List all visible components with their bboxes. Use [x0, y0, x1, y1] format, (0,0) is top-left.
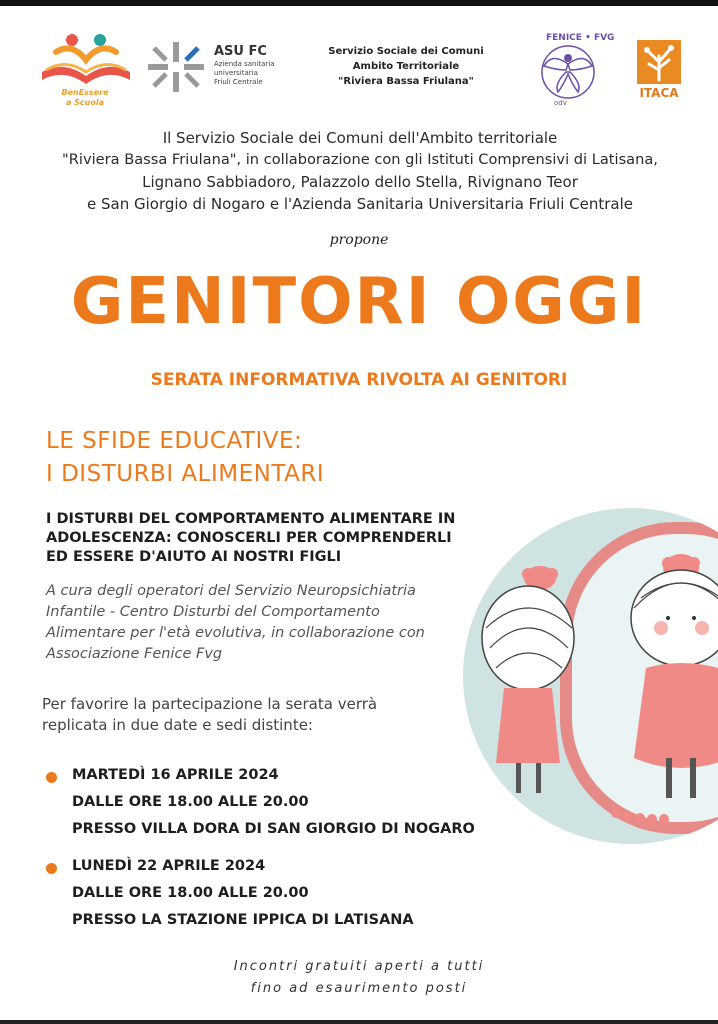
section-heading-line2: I DISTURBI ALIMENTARI	[46, 461, 325, 487]
event-1	[46, 767, 566, 847]
curatori-line4: Associazione Fenice Fvg	[46, 646, 223, 662]
itaca-label: ITACA	[639, 86, 679, 100]
topic-heading	[46, 510, 516, 567]
asufc-sub-line3: Friuli Centrale	[214, 78, 263, 86]
intro-paragraph	[60, 127, 660, 215]
curatori-line3: Alimentare per l'età evolutiva, in collaborazione con	[46, 625, 425, 641]
asufc-sub-line1: Azienda sanitaria	[214, 60, 275, 68]
footer-line1: Incontri gratuiti aperti a tutti	[233, 959, 485, 974]
fenice-arc-text: FENICE • FVG	[546, 33, 615, 43]
benessere-wordmark	[50, 88, 120, 108]
asufc-logo-mark	[146, 40, 208, 94]
curatori-line2: Infantile - Centro Disturbi del Comportamento	[46, 604, 380, 620]
asufc-sub-line2: universitaria	[214, 69, 258, 77]
bottom-border	[0, 1020, 718, 1024]
servizio-line1: Servizio Sociale dei Comuni	[328, 46, 484, 57]
event-1-time: DALLE ORE 18.00 ALLE 20.00	[72, 794, 309, 810]
intro-line3: Lignano Sabbiadoro, Palazzolo dello Stella, Rivignano Teor	[142, 173, 578, 191]
topic-line2: ADOLESCENZA: CONOSCERLI PER COMPRENDERLI	[46, 530, 452, 546]
fenice-logo-mark	[534, 44, 602, 100]
curated-by-text	[46, 581, 466, 665]
bullet-icon	[46, 863, 57, 874]
participation-note	[42, 694, 422, 736]
event-1-date: MARTEDÌ 16 APRILE 2024	[72, 767, 279, 783]
propone-label: propone	[329, 232, 389, 248]
section-heading	[46, 425, 446, 491]
favorire-line2: replicata in due date e sedi distinte:	[42, 716, 313, 734]
page-title: GENITORI OGGI	[70, 265, 648, 339]
benessere-line2: a Scuola	[65, 98, 105, 107]
benessere-logo	[36, 30, 136, 90]
benessere-line1: BenEssere	[61, 88, 109, 97]
asufc-title: ASU FC	[214, 44, 267, 59]
itaca-logo-mark	[637, 40, 681, 84]
event-2	[46, 858, 566, 938]
topic-line1: I DISTURBI DEL COMPORTAMENTO ALIMENTARE IN	[46, 511, 456, 527]
footer-note	[0, 956, 718, 1000]
servizio-line2: Ambito Territoriale	[352, 61, 460, 72]
intro-line2: "Riviera Bassa Friulana", in collaborazione con gli Istituti Comprensivi di Latisana,	[62, 151, 658, 168]
section-heading-line1: LE SFIDE EDUCATIVE:	[46, 428, 303, 454]
asufc-subtitle	[214, 60, 294, 87]
fenice-odv-label: odv	[554, 99, 567, 107]
servizio-sociale-logo-text	[316, 44, 496, 89]
intro-line1: Il Servizio Sociale dei Comuni dell'Ambito territoriale	[162, 129, 558, 147]
event-2-date: LUNEDÌ 22 APRILE 2024	[72, 858, 266, 874]
curatori-line1: A cura degli operatori del Servizio Neuropsichiatria	[46, 583, 416, 599]
top-border	[0, 0, 718, 6]
topic-line3: ED ESSERE D'AIUTO AI NOSTRI FIGLI	[46, 549, 342, 565]
event-2-time: DALLE ORE 18.00 ALLE 20.00	[72, 885, 309, 901]
servizio-line3: "Riviera Bassa Friulana"	[338, 76, 474, 87]
intro-line4: e San Giorgio di Nogaro e l'Azienda Sanitaria Universitaria Friuli Centrale	[86, 195, 633, 213]
bullet-icon	[46, 772, 57, 783]
event-2-place: PRESSO LA STAZIONE IPPICA DI LATISANA	[72, 912, 414, 928]
event-1-place: PRESSO VILLA DORA DI SAN GIORGIO DI NOGARO	[72, 821, 475, 837]
favorire-line1: Per favorire la partecipazione la serata verrà	[42, 695, 378, 713]
footer-line2: fino ad esaurimento posti	[250, 981, 468, 996]
page-subtitle: SERATA INFORMATIVA RIVOLTA AI GENITORI	[150, 370, 568, 390]
